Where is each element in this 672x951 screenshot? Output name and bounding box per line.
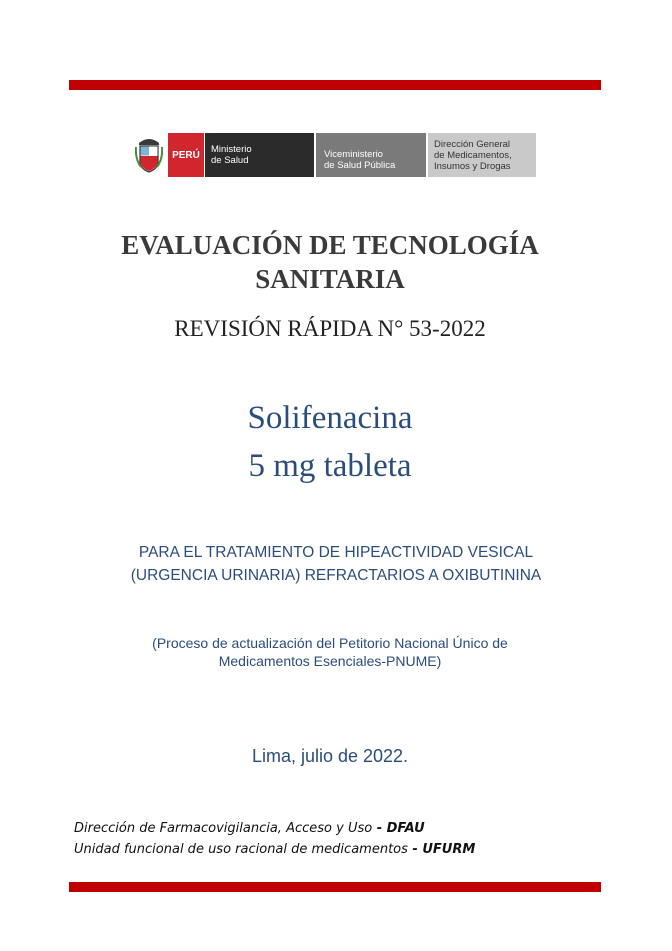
footer-line-2-code: UFURM [422,842,476,857]
footer-line-1-text: Dirección de Farmacovigilancia, Acceso y Uso [74,821,373,836]
vice-line-2: de Salud Pública [324,160,396,171]
peru-label: PERÚ [168,133,204,177]
title-line-2: SANITARIA [255,264,405,294]
place-date: Lima, julio de 2022. [251,746,409,766]
footer-line-1 [74,818,475,839]
coat-of-arms-icon [134,132,164,178]
footer-line-2-text: Unidad funcional de uso racional de medicamentos [74,842,408,857]
indication [0,541,672,587]
drug-form: 5 mg tableta [248,448,412,484]
indication-line-2: (URGENCIA URINARIA) REFRACTARIOS A OXIBUTININA [130,567,542,584]
drug-heading [0,394,660,490]
footer-credits [74,818,475,860]
process-line-1: (Proceso de actualización del Petitorio Nacional Único de [152,635,508,651]
footer-line-2 [74,839,475,860]
top-red-rule [69,80,601,90]
ministry-label [204,133,314,177]
ministry-line-1: Ministerio [211,144,252,155]
direction-line-1: Dirección General [434,138,511,150]
process-line-2: Medicamentos Esenciales-PNUME) [218,653,442,669]
footer-line-2-sep: - [407,842,423,857]
ministry-line-2: de Salud [211,155,249,166]
direction-line-2: de Medicamentos, [434,149,512,161]
vice-line-1: Viceministerio [324,149,383,160]
drug-name: Solifenacina [247,400,413,436]
title-line-1: EVALUACIÓN DE TECNOLOGÍA [121,230,539,260]
footer-line-1-code: DFAU [386,821,425,836]
document-title [0,228,660,296]
direction-line-3: Insumos y Drogas [434,160,511,172]
direction-label [426,133,536,177]
viceministry-label [314,133,426,177]
process-note [0,634,660,670]
ministry-logo-bar [134,132,536,178]
indication-line-1: PARA EL TRATAMIENTO DE HIPEACTIVIDAD VESICAL [138,544,534,561]
document-subtitle: REVISIÓN RÁPIDA N° 53-2022 [174,316,486,341]
footer-line-1-sep: - [372,821,387,836]
bottom-red-rule [69,882,601,892]
